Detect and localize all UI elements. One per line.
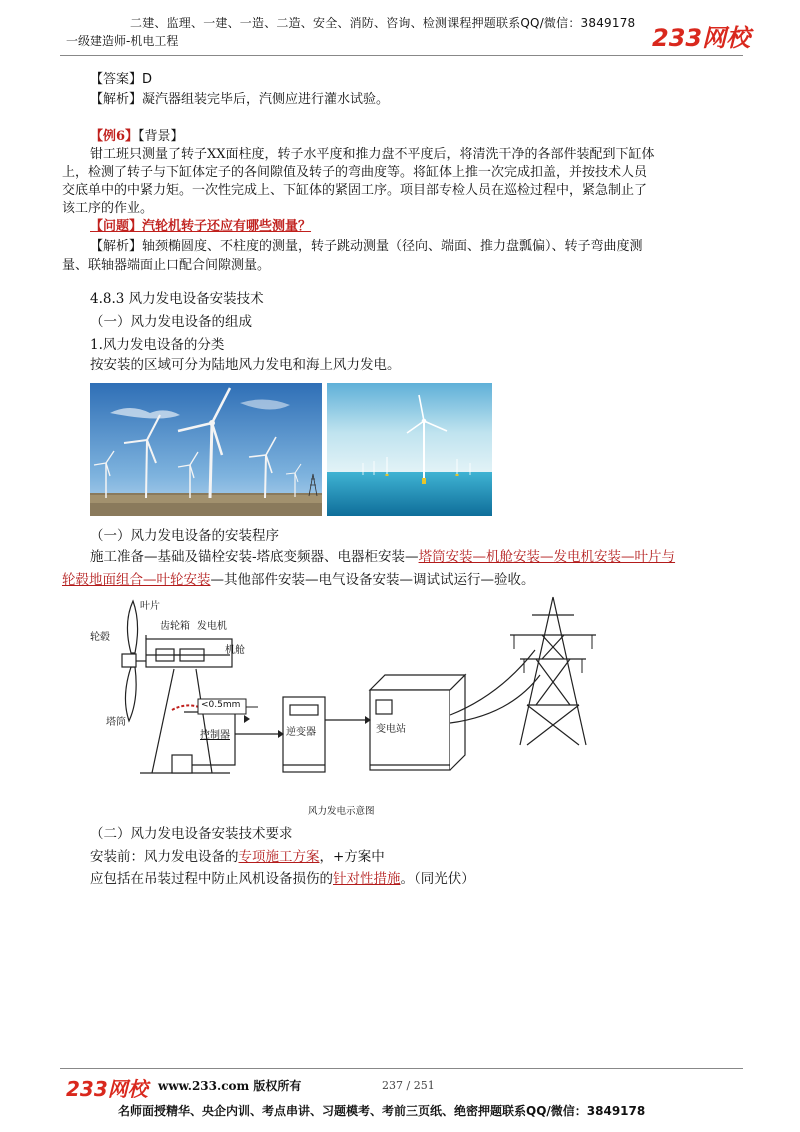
procedure-highlight-2: 轮毂地面组合—叶轮安装 [62, 572, 211, 588]
question-text: 汽轮机转子还应有哪些测量？ [142, 219, 312, 234]
requirement2-part1: 应包括在吊装过程中防止风机设备损伤的 [90, 871, 333, 887]
analysis1-text: 凝汽器组装完毕后，汽侧应进行灌水试验。 [142, 92, 390, 107]
header-logo [652, 18, 750, 53]
footer-divider [60, 1068, 743, 1069]
sub1-item: 1.风力发电设备的分类 [90, 337, 225, 353]
analysis2-line-1 [90, 238, 643, 256]
diagram-label-gap: <0.5mm [201, 700, 241, 710]
sub1-title: （一）风力发电设备的组成 [90, 314, 252, 330]
header-subtitle: 一级建造师-机电工程 [66, 34, 179, 48]
diagram-caption: 风力发电示意图 [308, 806, 375, 817]
wind-power-diagram [80, 595, 680, 820]
diagram-label-nacelle: 机舱 [225, 645, 245, 656]
example-label: 【例6】 [90, 129, 139, 144]
sub1-text: 按安装的区域可分为陆地风力发电和海上风力发电。 [90, 357, 401, 373]
analysis1-line [90, 91, 389, 109]
footer-logo [66, 1073, 148, 1102]
background-line-3: 交底单中的中紧力矩。一次性完成上、下缸体的紧固工序。项目部专检人员在巡检过程中，紧急制止了 [62, 183, 648, 198]
sub2-title: （一）风力发电设备的安装程序 [90, 528, 279, 544]
offshore-wind-photo [327, 383, 492, 516]
diagram-label-gearbox: 齿轮箱 [160, 621, 190, 632]
footer-bottom-text: 名师面授精华、央企内训、考点串讲、习题模考、考前三页纸、绝密押题联系QQ/微信：3849178 [118, 1104, 646, 1118]
header-divider [60, 55, 743, 56]
diagram-label-generator: 发电机 [197, 621, 227, 632]
diagram-label-inverter: 逆变器 [286, 727, 316, 738]
answer-label: 【答案】 [90, 72, 143, 87]
diagram-label-controller: 控制器 [200, 730, 230, 741]
header-logo-text: 233网校 [652, 24, 751, 52]
sub3-title: （二）风力发电设备安装技术要求 [90, 826, 293, 842]
background-label: 【背景】 [138, 129, 184, 144]
diagram-label-substation: 变电站 [376, 724, 406, 735]
analysis1-label: 【解析】 [90, 92, 143, 107]
procedure-part1: 施工准备—基础及锚栓安装-塔底变频器、电器柜安装— [90, 549, 419, 565]
example-line [90, 128, 184, 146]
analysis2-text-1: 轴颈椭圆度、不柱度的测量，转子跳动测量（径向、端面、推力盘瓢偏）、转子弯曲度测 [142, 239, 643, 254]
procedure-line-2 [62, 571, 535, 589]
background-line-2: 上，检测了转子与下缸体定子的各间隙值及转子的弯曲度等。将缸体上推一次完成扣盖，并按技术人员 [62, 165, 648, 180]
requirement-line-1 [90, 848, 385, 866]
requirement-highlight-1: 专项施工方案 [238, 849, 320, 865]
background-line-1: 钳工班只测量了转子XX面柱度，转子水平度和推力盘不平度后，将清洗干净的各部件装配到下缸体 [90, 147, 655, 162]
analysis2-line-2: 量、联轴器端面止口配合间隙测量。 [62, 258, 271, 273]
answer-line [90, 71, 152, 89]
section-title: 4.8.3 风力发电设备安装技术 [90, 291, 264, 307]
footer-site: www.233.com 版权所有 [158, 1079, 302, 1093]
requirement-part1: 安装前：风力发电设备的 [90, 849, 239, 865]
diagram-label-tower: 塔筒 [106, 717, 126, 728]
footer-page-number: 237 / 251 [382, 1079, 435, 1092]
analysis2-label: 【解析】 [90, 239, 143, 254]
onshore-wind-photo [90, 383, 322, 516]
question-label: 【问题】 [90, 219, 143, 234]
question-line [90, 218, 311, 236]
requirement-part3: ，+方案中 [319, 849, 385, 865]
diagram-label-hub: 轮毂 [90, 632, 110, 643]
requirement-line-2 [90, 870, 475, 888]
background-line-4: 该工序的作业。 [62, 201, 154, 216]
answer-value: D [142, 72, 153, 87]
procedure-highlight-1: 塔筒安装—机舱安装—发电机安装—叶片与 [418, 549, 676, 565]
header-top-text: 二建、监理、一建、一造、二造、安全、消防、咨询、检测课程押题联系QQ/微信：3849178 [130, 16, 636, 30]
requirement-highlight-2: 针对性措施 [333, 871, 401, 887]
requirement2-part3: 。（同光伏） [400, 871, 475, 887]
procedure-part4: —其他部件安装—电气设备安装—调试试运行—验收。 [210, 572, 535, 588]
procedure-line-1 [90, 548, 675, 566]
diagram-label-blade: 叶片 [140, 601, 160, 612]
footer-logo-text: 233网校 [66, 1077, 148, 1101]
